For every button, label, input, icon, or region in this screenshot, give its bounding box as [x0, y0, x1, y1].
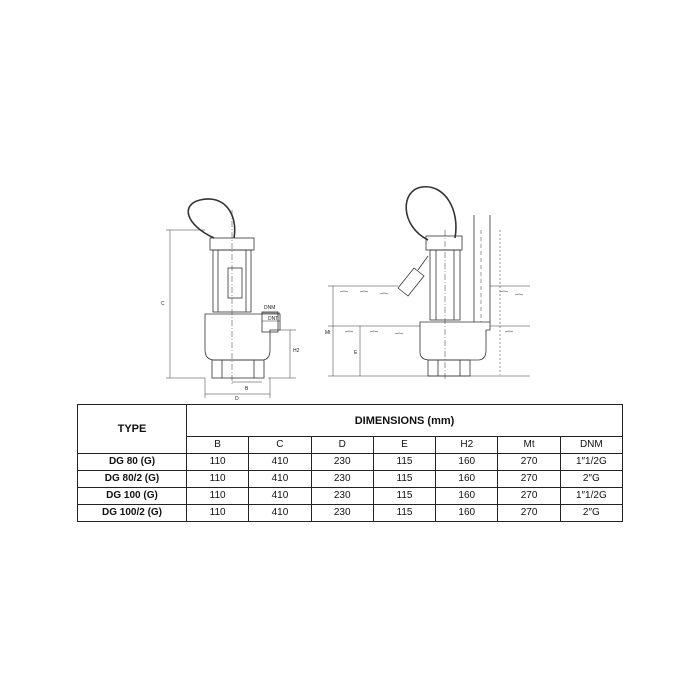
table-cell: 115 [373, 471, 435, 488]
table-cell: 160 [436, 454, 498, 471]
table-cell: 230 [311, 454, 373, 471]
table-cell: 115 [373, 505, 435, 522]
column-header: C [249, 437, 311, 454]
table-cell: 270 [498, 454, 560, 471]
label-dnt: DNT [268, 316, 279, 322]
table-cell: 230 [311, 505, 373, 522]
label-dnm: DNM [264, 305, 276, 311]
table-cell: 115 [373, 488, 435, 505]
table-cell: 160 [436, 488, 498, 505]
table-cell: 160 [436, 471, 498, 488]
table-cell: 410 [249, 505, 311, 522]
table-cell: 270 [498, 505, 560, 522]
label-b: B [245, 386, 249, 392]
label-mt: Mt [325, 330, 331, 336]
table-cell: 1″1/2G [560, 488, 622, 505]
type-header: TYPE [78, 405, 187, 454]
table-cell: 115 [373, 454, 435, 471]
table-cell: 230 [311, 488, 373, 505]
label-d: D [235, 396, 239, 402]
right-pump-drawing [328, 187, 530, 380]
label-c: C [161, 301, 165, 307]
column-header: Mt [498, 437, 560, 454]
table-cell: 230 [311, 471, 373, 488]
table-cell: 110 [187, 454, 249, 471]
table-row [78, 505, 623, 522]
model-name: DG 80/2 (G) [78, 471, 187, 488]
table-header-row [78, 405, 623, 437]
table-cell: 410 [249, 488, 311, 505]
table-cell: 110 [187, 488, 249, 505]
label-e: E [354, 350, 358, 356]
label-h2: H2 [293, 348, 300, 354]
dimensions-header: DIMENSIONS (mm) [187, 405, 623, 437]
table-cell: 270 [498, 471, 560, 488]
table-cell: 160 [436, 505, 498, 522]
table-cell: 410 [249, 471, 311, 488]
table-row [78, 454, 623, 471]
table-row [78, 471, 623, 488]
table-cell: 410 [249, 454, 311, 471]
column-header: B [187, 437, 249, 454]
left-pump-drawing [166, 199, 296, 398]
column-header: DNM [560, 437, 622, 454]
column-header: E [373, 437, 435, 454]
model-name: DG 80 (G) [78, 454, 187, 471]
table-cell: 110 [187, 505, 249, 522]
table-cell: 2″G [560, 505, 622, 522]
dimensions-table [77, 404, 623, 522]
model-name: DG 100 (G) [78, 488, 187, 505]
column-header: H2 [436, 437, 498, 454]
table-cell: 1″1/2G [560, 454, 622, 471]
table-cell: 110 [187, 471, 249, 488]
model-name: DG 100/2 (G) [78, 505, 187, 522]
table-row [78, 488, 623, 505]
table-cell: 270 [498, 488, 560, 505]
table-cell: 2″G [560, 471, 622, 488]
column-header: D [311, 437, 373, 454]
